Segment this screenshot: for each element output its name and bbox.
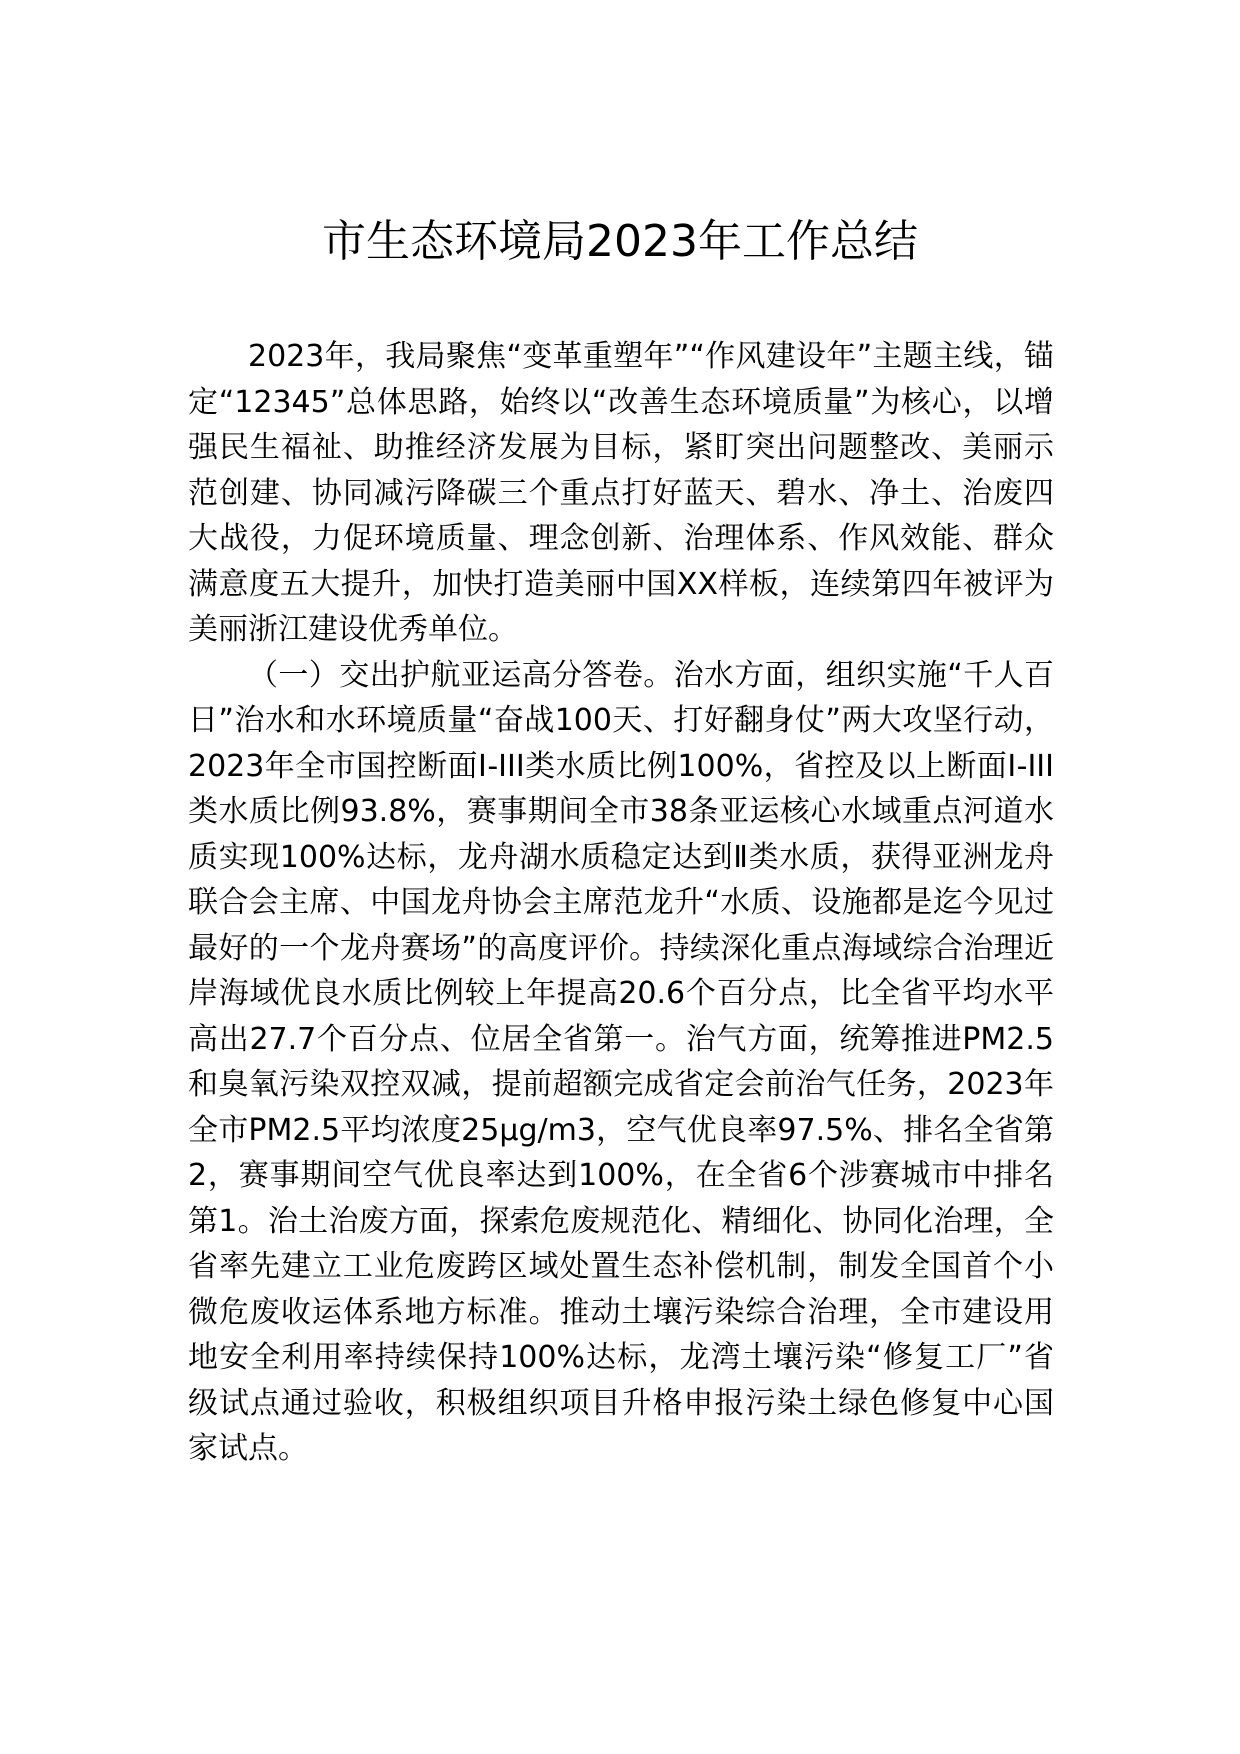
intro-paragraph: 2023年，我局聚焦“变革重塑年”“作风建设年”主题主线，锚定“12345”总体思路，始终以“改善生态环境质量”为核心，以增强民生福祉、助推经济发展为目标，紧盯突出问题整改、美丽示范创建、协同减污降碳三个重点打好蓝天、碧水、净土、治废四大战役，力促环境质量、理念创新、治理体系、作风效能、群众满意度五大提升，加快打造美丽中国XX样板，连续第四年被评为美丽浙江建设优秀单位。 — [188, 339, 1054, 647]
section-one-paragraph: （一）交出护航亚运高分答卷。治水方面，组织实施“千人百日”治水和水环境质量“奋战100天、打好翻身仗”两大攻坚行动，2023年全市国控断面Ⅰ-III类水质比例100%，省控及以上断面Ⅰ-III类水质比例93.8%，赛事期间全市38条亚运核心水域重点河道水质实现100%达标，龙舟湖水质稳定达到Ⅱ类水质，获得亚洲龙舟联合会主席、中国龙舟协会主席范龙升“水质、设施都是迄今见过最好的一个龙舟赛场”的高度评价。持续深化重点海域综合治理近岸海域优良水质比例较上年提高20.6个百分点，比全省平均水平高出27.7个百分点、位居全省第一。治气方面，统筹推进PM2.5和臭氧污染双控双减，提前超额完成省定会前治气任务，2023年全市PM2.5平均浓度25μg/m3，空气优良率97.5%、排名全省第2，赛事期间空气优良率达到100%，在全省6个涉赛城市中排名第1。治土治废方面，探索危废规范化、精细化、协同化治理，全省率先建立工业危废跨区域处置生态补偿机制，制发全国首个小微危废收运体系地方标准。推动土壤污染综合治理，全市建设用地安全利用率持续保持100%达标，龙湾土壤污染“修复工厂”省级试点通过验收，积极组织项目升格申报污染土绿色修复中心国家试点。 — [188, 657, 1054, 1466]
document-title: 市生态环境局2023年工作总结 — [322, 216, 918, 267]
document-body — [188, 334, 1054, 1472]
